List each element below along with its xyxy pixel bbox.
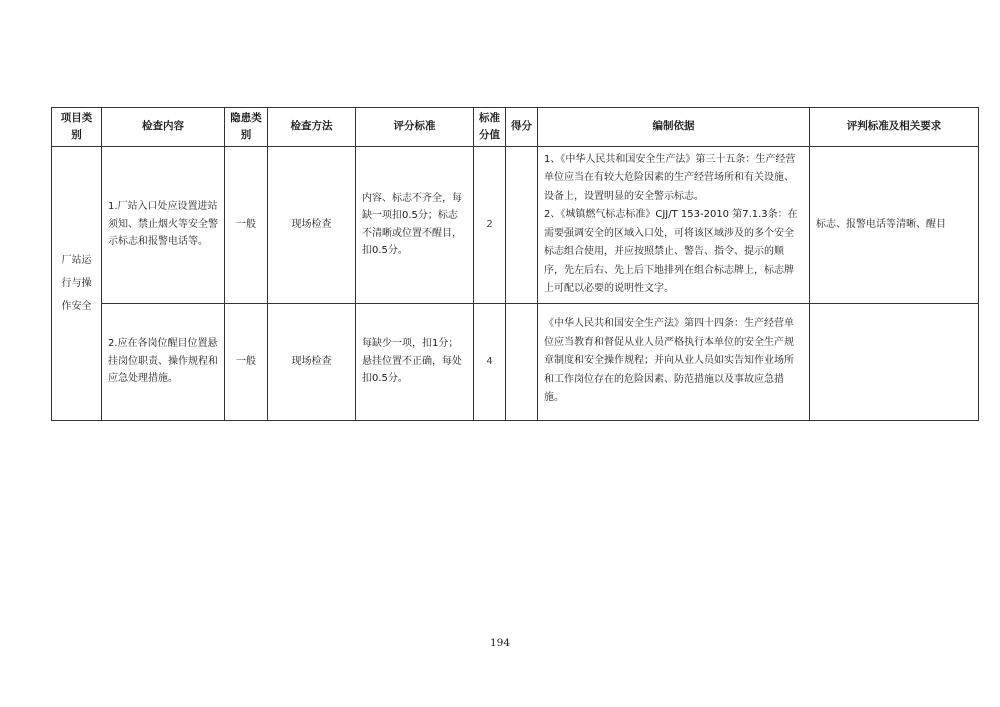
basis-cell (538, 146, 810, 303)
basis-cell (538, 303, 810, 420)
header-score: 得分 (506, 108, 538, 147)
category-cell: 厂站运行与操作安全 (52, 146, 102, 420)
basis-paragraph: 2、《城镇燃气标志标准》CJJ/T 153-2010 第7.1.3条：在需要强调安全的区域入口处，可将该区域涉及的多个安全标志组合使用，并应按照禁止、警告、指令、提示的顺序，先左后右、先上后下地排列在组合标志牌上，标志牌上可配以必要的说明性文字。 (544, 209, 798, 295)
table-row (52, 303, 979, 420)
table-header-row (52, 108, 979, 147)
standard-score-cell: 2 (474, 146, 506, 303)
header-category: 项目类别 (52, 108, 102, 147)
standard-score-cell: 4 (474, 303, 506, 420)
header-basis: 编制依据 (538, 108, 810, 147)
hazard-type-cell: 一般 (225, 146, 268, 303)
method-cell: 现场检查 (268, 303, 356, 420)
method-cell: 现场检查 (268, 146, 356, 303)
content-cell: 1.厂站入口处应设置进站须知、禁止烟火等安全警示标志和报警电话等。 (102, 146, 225, 303)
basis-paragraph: 《中华人民共和国安全生产法》第四十四条：生产经营单位应当教育和督促从业人员严格执行本单位的安全生产规章制度和安全操作规程；并向从业人员如实告知作业场所和工作岗位存在的危险因素、防范措施以及事故应急措施。 (544, 318, 794, 404)
criteria-cell: 内容、标志不齐全，每缺一项扣0.5分；标志不清晰或位置不醒目，扣0.5分。 (356, 146, 474, 303)
page-number: 194 (489, 637, 511, 649)
score-cell (506, 303, 538, 420)
requirements-cell: 标志、报警电话等清晰、醒目 (810, 146, 979, 303)
content-cell: 2.应在各岗位醒目位置悬挂岗位职责、操作规程和应急处理措施。 (102, 303, 225, 420)
header-hazard-type: 隐患类别 (225, 108, 268, 147)
inspection-table (51, 107, 979, 421)
header-content: 检查内容 (102, 108, 225, 147)
header-requirements: 评判标准及相关要求 (810, 108, 979, 147)
header-criteria: 评分标准 (356, 108, 474, 147)
table-row (52, 146, 979, 303)
basis-paragraph: 1、《中华人民共和国安全生产法》第三十五条：生产经营单位应当在有较大危险因素的生产经营场所和有关设施、设备上，设置明显的安全警示标志。 (544, 153, 796, 202)
header-standard-score: 标准分值 (474, 108, 506, 147)
header-method: 检查方法 (268, 108, 356, 147)
score-cell (506, 146, 538, 303)
criteria-cell: 每缺少一项，扣1分；悬挂位置不正确，每处扣0.5分。 (356, 303, 474, 420)
requirements-cell (810, 303, 979, 420)
hazard-type-cell: 一般 (225, 303, 268, 420)
